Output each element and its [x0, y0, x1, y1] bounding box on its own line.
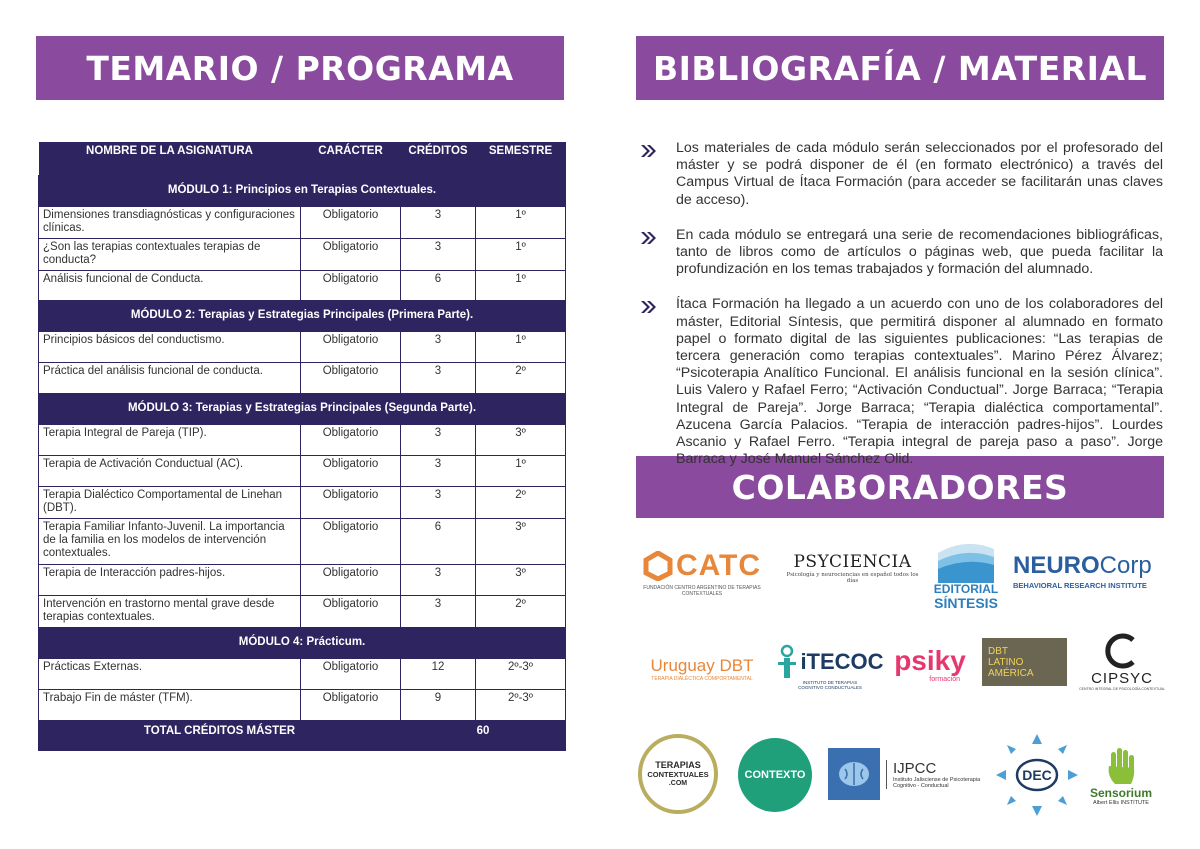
bibliografia-heading: BIBLIOGRAFÍA / MATERIAL [636, 36, 1164, 100]
paragraph-text: Los materiales de cada módulo serán seleccionados por el profesorado del máster y se podrá disponer de él (en formato electrónico) a través del Campus Virtual de Ítaca Formación (para acceder se facilitarán unas claves de acceso). [676, 140, 1163, 208]
subject-semestre: 1º [476, 455, 566, 486]
uruguay-dbt-logo [638, 650, 766, 688]
catc-logo [632, 548, 772, 598]
subject-name: Práctica del análisis funcional de conducta. [39, 362, 301, 393]
total-value: 60 [401, 720, 566, 750]
bibliografia-section [640, 140, 1164, 486]
table-row [39, 424, 566, 455]
dbtla-line2: LATINO [988, 656, 1024, 668]
subject-semestre: 3º [476, 564, 566, 595]
ijpcc-subtitle1: Instituto Jalisciense de Psicoterapia [893, 776, 981, 783]
subject-semestre: 2º [476, 595, 566, 627]
subject-creditos: 12 [401, 658, 476, 689]
table-row [39, 270, 566, 300]
double-chevron-icon [640, 140, 676, 209]
table-row [39, 595, 566, 627]
uruguay-dbt-subtitle: TERAPIA DIALÉCTICA COMPORTAMENTAL [651, 676, 753, 682]
psiky-subtitle: formación [929, 675, 960, 683]
subject-semestre: 1º [476, 331, 566, 362]
uruguay-dbt-name: Uruguay DBT [650, 656, 754, 675]
terapias-line1: TERAPIAS [655, 760, 701, 770]
cipsyc-ring-icon [1103, 632, 1141, 670]
itecoc-subtitle: INSTITUTO DE TERAPIAS COGNITIVO CONDUCTUALES [798, 680, 862, 690]
subject-creditos: 3 [401, 362, 476, 393]
subject-caracter: Obligatorio [301, 689, 401, 720]
table-row [39, 658, 566, 689]
dbtla-line3: AMÉRICA [988, 667, 1034, 679]
header-caracter: CARÁCTER [301, 142, 401, 175]
table-row [39, 362, 566, 393]
subjects-table-container [38, 142, 565, 751]
itecoc-name: iTECOC [800, 649, 884, 674]
subject-name: Terapia Dialéctico Comportamental de Linehan (DBT). [39, 486, 301, 518]
subject-caracter: Obligatorio [301, 455, 401, 486]
subject-caracter: Obligatorio [301, 486, 401, 518]
psiky-logo [890, 642, 970, 686]
bibliografia-paragraph [640, 140, 1164, 209]
subject-caracter: Obligatorio [301, 564, 401, 595]
subject-creditos: 3 [401, 238, 476, 270]
module-row [39, 175, 566, 206]
sensorium-subtitle: Albert Ellis INSTITUTE [1093, 800, 1149, 806]
contexto-name: CONTEXTO [744, 769, 806, 781]
subject-semestre: 1º [476, 206, 566, 238]
sintesis-line2: SÍNTESIS [934, 595, 998, 611]
subject-name: Terapia Familiar Infanto-Juvenil. La importancia de la familia en los modelos de intervención contextuales. [39, 518, 301, 564]
subject-semestre: 2º-3º [476, 689, 566, 720]
subject-name: Terapia de Interacción padres-hijos. [39, 564, 301, 595]
double-chevron-icon [640, 296, 676, 468]
sintesis-waves-icon [938, 541, 994, 583]
table-row [39, 518, 566, 564]
subject-creditos: 3 [401, 595, 476, 627]
colaboradores-heading: COLABORADORES [636, 456, 1164, 518]
editorial-sintesis-logo [935, 530, 997, 610]
subject-creditos: 3 [401, 424, 476, 455]
subject-caracter: Obligatorio [301, 270, 401, 300]
header-asignatura: NOMBRE DE LA ASIGNATURA [39, 142, 301, 175]
subject-semestre: 3º [476, 424, 566, 455]
catc-name: CATC [675, 549, 762, 582]
itecoc-emblem-icon [776, 644, 798, 680]
cipsyc-subtitle: CENTRO INTEGRAL DE PSICOLOGÍA CONTEXTUAL [1079, 686, 1165, 691]
contexto-logo [738, 738, 812, 812]
subject-caracter: Obligatorio [301, 362, 401, 393]
ijpcc-subtitle2: Cognitivo - Conductual [893, 782, 949, 789]
module-title: MÓDULO 4: Prácticum. [39, 627, 566, 658]
header-semestre: SEMESTRE [476, 142, 566, 175]
table-row [39, 486, 566, 518]
dbt-latinoamerica-logo [982, 638, 1067, 686]
catc-subtitle: FUNDACIÓN CENTRO ARGENTINO DE TERAPIAS CONTEXTUALES [643, 585, 761, 597]
neurocorp-name1: NEURO [1013, 552, 1100, 579]
subject-caracter: Obligatorio [301, 238, 401, 270]
subject-caracter: Obligatorio [301, 424, 401, 455]
module-row [39, 300, 566, 331]
subject-semestre: 1º [476, 270, 566, 300]
catc-emblem-icon [643, 551, 673, 581]
table-row [39, 331, 566, 362]
ijpcc-name: IJPCC [893, 759, 937, 777]
subject-name: Terapia de Activación Conductual (AC). [39, 455, 301, 486]
sensorium-name: Sensorium [1089, 786, 1152, 800]
subject-creditos: 3 [401, 564, 476, 595]
hand-icon [1101, 748, 1141, 786]
double-chevron-icon [640, 227, 676, 279]
subject-creditos: 3 [401, 206, 476, 238]
psyciencia-name: PSYCIENCIA [793, 552, 912, 572]
psyciencia-subtitle: Psicología y neurociencias en español todos los días [786, 572, 919, 584]
total-row [39, 720, 566, 750]
subject-name: ¿Son las terapias contextuales terapias de conducta? [39, 238, 301, 270]
sensorium-logo [1086, 740, 1156, 814]
cipsyc-logo [1078, 628, 1166, 694]
table-row [39, 455, 566, 486]
subject-caracter: Obligatorio [301, 331, 401, 362]
bibliografia-paragraph [640, 227, 1164, 279]
subject-name: Intervención en trastorno mental grave desde terapias contextuales. [39, 595, 301, 627]
module-title: MÓDULO 3: Terapias y Estrategias Principales (Segunda Parte). [39, 393, 566, 424]
subject-creditos: 9 [401, 689, 476, 720]
subject-caracter: Obligatorio [301, 518, 401, 564]
dec-logo [992, 730, 1082, 820]
subject-name: Dimensiones transdiagnósticas y configuraciones clínicas. [39, 206, 301, 238]
neurocorp-logo [1013, 552, 1165, 592]
table-header-row [39, 142, 566, 175]
subject-name: Principios básicos del conductismo. [39, 331, 301, 362]
temario-heading: TEMARIO / PROGRAMA [36, 36, 564, 100]
sintesis-line1: EDITORIAL [933, 582, 999, 596]
subject-name: Análisis funcional de Conducta. [39, 270, 301, 300]
header-creditos: CRÉDITOS [401, 142, 476, 175]
dec-name: DEC [1022, 767, 1052, 783]
neurocorp-subtitle: BEHAVIORAL RESEARCH INSTITUTE [1013, 581, 1147, 590]
module-row [39, 627, 566, 658]
terapias-contextuales-logo [638, 734, 718, 814]
table-row [39, 206, 566, 238]
bibliografia-paragraph [640, 296, 1164, 468]
module-title: MÓDULO 2: Terapias y Estrategias Principales (Primera Parte). [39, 300, 566, 331]
cipsyc-name: CIPSYC [1091, 669, 1153, 687]
ijpcc-logo [828, 748, 988, 800]
module-title: MÓDULO 1: Principios en Terapias Contextuales. [39, 175, 566, 206]
subject-creditos: 3 [401, 331, 476, 362]
table-row [39, 689, 566, 720]
terapias-line2: CONTEXTUALES [647, 770, 709, 779]
paragraph-text: Ítaca Formación ha llegado a un acuerdo con uno de los colaboradores del máster, Editorial Síntesis, que permitirá disponer al alumnado en formato papel o formato digital de las siguientes publicaciones: “Las terapias de tercera generación como terapias contextuales”. Marino Pérez Álvarez; “Psicoterapia Analítico Funcional. El análisis funcional en la sesión clínica”. Luis Valero y Rafael Ferro; “Activación Conductual”. Jorge Barraca; “Terapia Integral de Pareja”. Jorge Barraca; “Terapia dialéctica comportamental”. Azucena García Palacios. “Terapia de interacción padres-hijos”. Lourdes Ascanio y Rafael Ferro. “Terapia integral de pareja paso a paso”. Jorge Barraca y José Manuel Sánchez Olid. [676, 296, 1163, 468]
subject-creditos: 3 [401, 455, 476, 486]
subject-name: Prácticas Externas. [39, 658, 301, 689]
subject-semestre: 2º [476, 486, 566, 518]
subject-semestre: 2º [476, 362, 566, 393]
subjects-table [38, 142, 566, 751]
neurocorp-name2: Corp [1099, 552, 1152, 579]
subject-name: Terapia Integral de Pareja (TIP). [39, 424, 301, 455]
subject-semestre: 3º [476, 518, 566, 564]
table-row [39, 238, 566, 270]
subject-name: Trabajo Fin de máster (TFM). [39, 689, 301, 720]
terapias-line3: .COM [668, 780, 688, 787]
ijpcc-brain-icon [828, 748, 880, 800]
paragraph-text: En cada módulo se entregará una serie de recomendaciones bibliográficas, tanto de libros como de artículos o páginas web, que pueda facilitar la profundización en los temas trabajados y formación del alumnado. [676, 226, 1163, 278]
dbtla-line1: DBT [988, 645, 1008, 657]
subject-caracter: Obligatorio [301, 206, 401, 238]
itecoc-logo [776, 636, 884, 698]
psyciencia-logo [785, 548, 920, 588]
subject-caracter: Obligatorio [301, 595, 401, 627]
subject-creditos: 3 [401, 486, 476, 518]
subject-creditos: 6 [401, 270, 476, 300]
total-label: TOTAL CRÉDITOS MÁSTER [39, 720, 401, 750]
module-row [39, 393, 566, 424]
table-row [39, 564, 566, 595]
psiky-name: psiky [894, 644, 966, 676]
subject-semestre: 1º [476, 238, 566, 270]
subject-creditos: 6 [401, 518, 476, 564]
subject-caracter: Obligatorio [301, 658, 401, 689]
subject-semestre: 2º-3º [476, 658, 566, 689]
